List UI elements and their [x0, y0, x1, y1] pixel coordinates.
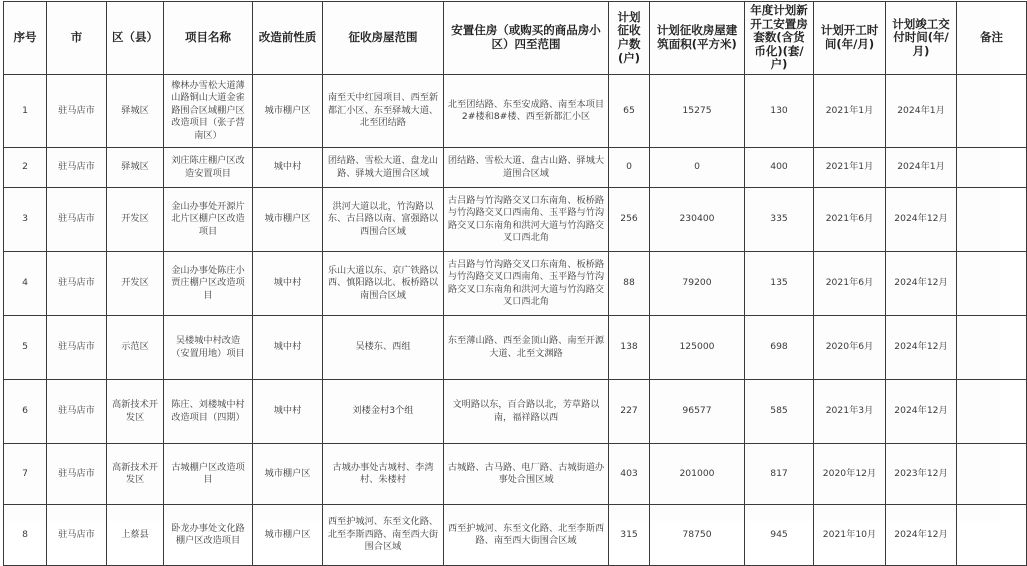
cell-finish: 2024年12月: [886, 188, 957, 252]
cell-project-name: 吴楼城中村改造（安置用地）项目: [164, 316, 253, 380]
cell-city: 驻马店市: [47, 380, 107, 444]
cell-start: 2021年1月: [814, 148, 886, 188]
header-nature: 改造前性质: [253, 2, 323, 75]
cell-area: 15275: [650, 75, 745, 148]
cell-city: 驻马店市: [47, 505, 107, 566]
cell-households: 256: [609, 188, 650, 252]
table-row: [4, 444, 1027, 505]
cell-area: 201000: [650, 444, 745, 505]
cell-city: 驻马店市: [47, 316, 107, 380]
header-district: 区（县）: [107, 2, 164, 75]
cell-start: 2020年6月: [814, 316, 886, 380]
cell-project-name: 卧龙办事处文化路棚户区改造项目: [164, 505, 253, 566]
cell-seq: 3: [4, 188, 47, 252]
cell-resettlement: 古吕路与竹沟路交叉口东南角、板桥路与竹沟路交叉口西南角、玉平路与竹沟路交叉口东南角和洪河大道与竹沟路交叉口西北角: [444, 252, 609, 316]
cell-finish: 2024年12月: [886, 316, 957, 380]
cell-project-name: 金山办事处陈庄小贾庄棚户区改造项目: [164, 252, 253, 316]
header-finish: 计划竣工交付时间(年/月): [886, 2, 957, 75]
cell-district: 驿城区: [107, 148, 164, 188]
cell-nature: 城中村: [253, 380, 323, 444]
cell-project-name: 古城棚户区改造项目: [164, 444, 253, 505]
cell-households: 138: [609, 316, 650, 380]
cell-seq: 5: [4, 316, 47, 380]
cell-remark: [957, 316, 1027, 380]
cell-households: 65: [609, 75, 650, 148]
cell-seq: 8: [4, 505, 47, 566]
cell-start: 2021年6月: [814, 188, 886, 252]
cell-city: 驻马店市: [47, 75, 107, 148]
cell-units: 130: [745, 75, 814, 148]
table-header-row: [4, 2, 1027, 75]
cell-area: 79200: [650, 252, 745, 316]
cell-finish: 2023年12月: [886, 444, 957, 505]
cell-range: 团结路、雪松大道、盘龙山路、驿城大道围合区域: [323, 148, 444, 188]
header-city: 市: [47, 2, 107, 75]
cell-units: 945: [745, 505, 814, 566]
cell-area: 230400: [650, 188, 745, 252]
cell-nature: 城市棚户区: [253, 505, 323, 566]
table-row: [4, 188, 1027, 252]
cell-finish: 2024年12月: [886, 380, 957, 444]
cell-project-name: 陈庄、刘楼城中村改造项目（四期）: [164, 380, 253, 444]
cell-city: 驻马店市: [47, 444, 107, 505]
cell-start: 2020年12月: [814, 444, 886, 505]
cell-remark: [957, 252, 1027, 316]
cell-remark: [957, 188, 1027, 252]
cell-district: 上蔡县: [107, 505, 164, 566]
cell-resettlement: 古城路、古马路、电厂路、古城街道办事处合围区域: [444, 444, 609, 505]
header-seq: 序号: [4, 2, 47, 75]
cell-city: 驻马店市: [47, 148, 107, 188]
cell-units: 135: [745, 252, 814, 316]
cell-nature: 城市棚户区: [253, 75, 323, 148]
cell-units: 698: [745, 316, 814, 380]
cell-finish: 2024年1月: [886, 148, 957, 188]
cell-nature: 城市棚户区: [253, 188, 323, 252]
table-row: [4, 505, 1027, 566]
cell-range: 洪河大道以北，竹沟路以东、古吕路以南、富强路以西围合区域: [323, 188, 444, 252]
header-area: 计划征收房屋建筑面积(平方米): [650, 2, 745, 75]
header-households: 计划征收户数(户): [609, 2, 650, 75]
cell-range: 吴楼东、西组: [323, 316, 444, 380]
cell-start: 2021年10月: [814, 505, 886, 566]
cell-nature: 城中村: [253, 148, 323, 188]
cell-nature: 城中村: [253, 316, 323, 380]
cell-remark: [957, 380, 1027, 444]
cell-project-name: 金山办事处开源片北片区棚户区改造项目: [164, 188, 253, 252]
cell-area: 96577: [650, 380, 745, 444]
cell-area: 0: [650, 148, 745, 188]
cell-households: 403: [609, 444, 650, 505]
cell-remark: [957, 444, 1027, 505]
cell-resettlement: 东至薄山路、西至金顶山路、南至开源大道、北至文渊路: [444, 316, 609, 380]
cell-units: 585: [745, 380, 814, 444]
cell-city: 驻马店市: [47, 188, 107, 252]
cell-remark: [957, 148, 1027, 188]
cell-units: 400: [745, 148, 814, 188]
header-resettlement: 安置住房（或购买的商品房小区）四至范围: [444, 2, 609, 75]
cell-district: 高新技术开发区: [107, 380, 164, 444]
cell-district: 开发区: [107, 252, 164, 316]
cell-remark: [957, 75, 1027, 148]
table-row: [4, 75, 1027, 148]
header-units: 年度计划新开工安置房套数(含货币化)(套/户): [745, 2, 814, 75]
header-range: 征收房屋范围: [323, 2, 444, 75]
cell-resettlement: 西至护城河、东至文化路、北至李斯西路、南至西大街围合区域: [444, 505, 609, 566]
cell-nature: 城市棚户区: [253, 444, 323, 505]
table-row: [4, 252, 1027, 316]
cell-households: 88: [609, 252, 650, 316]
cell-range: 乐山大道以东、京广铁路以西、慎阳路以北、板桥路以南围合区域: [323, 252, 444, 316]
cell-project-name: 橡林办雪松大道薄山路铜山大道金雀路围合区域棚户区改造项目（张子营南区）: [164, 75, 253, 148]
cell-finish: 2024年12月: [886, 505, 957, 566]
shantytown-renovation-table: [3, 1, 1027, 566]
table-row: [4, 316, 1027, 380]
cell-district: 示范区: [107, 316, 164, 380]
cell-resettlement: 古吕路与竹沟路交叉口东南角、板桥路与竹沟路交叉口西南角、玉平路与竹沟路交叉口东南角和洪河大道与竹沟路交叉口西北角: [444, 188, 609, 252]
cell-finish: 2024年12月: [886, 252, 957, 316]
cell-finish: 2024年1月: [886, 75, 957, 148]
cell-start: 2021年1月: [814, 75, 886, 148]
cell-district: 开发区: [107, 188, 164, 252]
table-row: [4, 148, 1027, 188]
cell-nature: 城中村: [253, 252, 323, 316]
header-project-name: 项目名称: [164, 2, 253, 75]
cell-area: 125000: [650, 316, 745, 380]
cell-units: 817: [745, 444, 814, 505]
cell-resettlement: 文明路以东，百合路以北，芳草路以南，福祥路以西: [444, 380, 609, 444]
cell-district: 高新技术开发区: [107, 444, 164, 505]
cell-range: 西至护城河、东至文化路、北至李斯西路、南至西大街围合区域: [323, 505, 444, 566]
cell-project-name: 刘庄陈庄棚户区改造安置项目: [164, 148, 253, 188]
cell-households: 0: [609, 148, 650, 188]
cell-resettlement: 北至团结路、东至安成路、南至本项目2#楼和8#楼、西至新都汇小区: [444, 75, 609, 148]
cell-seq: 6: [4, 380, 47, 444]
cell-households: 227: [609, 380, 650, 444]
cell-range: 南至天中红园项目、西至新都汇小区、东至驿城大道、北至团结路: [323, 75, 444, 148]
cell-area: 78750: [650, 505, 745, 566]
cell-district: 驿城区: [107, 75, 164, 148]
cell-resettlement: 团结路、雪松大道、盘古山路、驿城大道围合区域: [444, 148, 609, 188]
cell-start: 2021年3月: [814, 380, 886, 444]
table-row: [4, 380, 1027, 444]
cell-remark: [957, 505, 1027, 566]
header-remark: 备注: [957, 2, 1027, 75]
cell-start: 2021年6月: [814, 252, 886, 316]
cell-seq: 7: [4, 444, 47, 505]
cell-range: 古城办事处古城村、李湾村、朱楼村: [323, 444, 444, 505]
cell-seq: 1: [4, 75, 47, 148]
header-start: 计划开工时间(年/月): [814, 2, 886, 75]
cell-units: 335: [745, 188, 814, 252]
cell-range: 刘楼金村3个组: [323, 380, 444, 444]
cell-seq: 2: [4, 148, 47, 188]
cell-seq: 4: [4, 252, 47, 316]
cell-city: 驻马店市: [47, 252, 107, 316]
cell-households: 315: [609, 505, 650, 566]
